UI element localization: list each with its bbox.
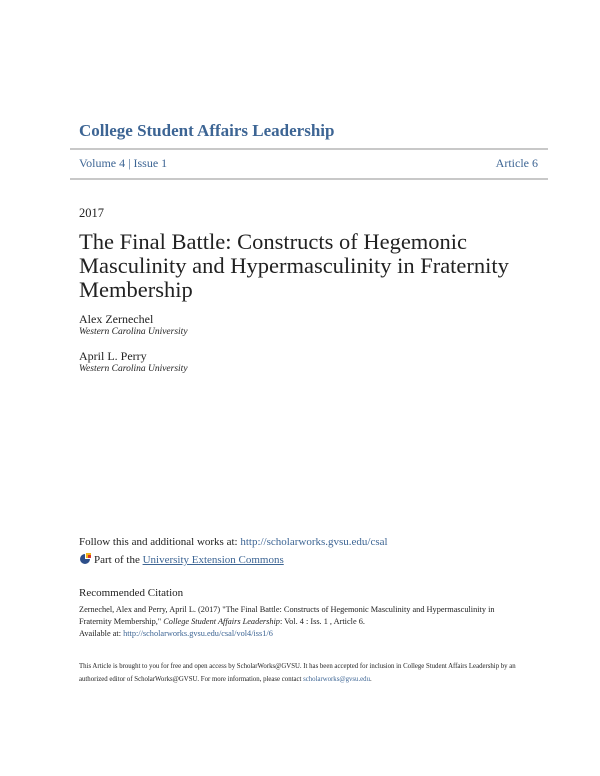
citation-journal: College Student Affairs Leadership xyxy=(163,617,280,626)
citation-volume: : Vol. 4 : Iss. 1 , Article 6. xyxy=(279,617,365,626)
year: 2017 xyxy=(79,206,104,220)
follow-text: Follow this and additional works at: xyxy=(79,536,241,548)
footer-text: This Article is brought to you for free and open access by ScholarWorks@GVSU. It has been accepted for inclusion in College Student Affairs Leadership by an authorized editor of ScholarWorks@GVSU. For more information, please contact xyxy=(79,663,516,683)
footer-end: . xyxy=(369,676,372,683)
author-affiliation: Western Carolina University xyxy=(79,364,188,374)
journal-title: College Student Affairs Leadership xyxy=(79,121,335,140)
part-of-text: Part of the xyxy=(94,554,143,566)
author-affiliation: Western Carolina University xyxy=(79,327,188,337)
author-name: Alex Zernechel xyxy=(79,312,154,326)
article-title: The Final Battle: Constructs of Hegemonic Masculinity and Hypermasculinity in Fraternity Membership xyxy=(79,229,509,302)
bepress-network-icon xyxy=(79,553,91,565)
divider xyxy=(70,178,548,180)
citation-link[interactable]: http://scholarworks.gvsu.edu/csal/vol4/iss1/6 xyxy=(123,629,273,638)
contact-email-link[interactable]: scholarworks@gvsu.edu xyxy=(303,676,370,683)
part-of-line xyxy=(79,553,284,566)
footer-notice xyxy=(79,660,519,686)
available-label: Available at: xyxy=(79,629,124,638)
author-name: April L. Perry xyxy=(79,349,147,363)
volume-issue-link[interactable]: Volume 4 | Issue 1 xyxy=(79,156,168,170)
discipline-link[interactable]: University Extension Commons xyxy=(142,554,284,566)
follow-line xyxy=(79,536,388,548)
citation-body: Zernechel, Alex and Perry, April L. (2017) "The Final Battle: Constructs of Hegemonic Masculinity and Hypermasculinity in Fraternity Membership," xyxy=(79,605,495,626)
citation-text xyxy=(79,604,519,640)
divider xyxy=(70,148,548,150)
citation-heading: Recommended Citation xyxy=(79,587,184,599)
article-number-link[interactable]: Article 6 xyxy=(495,156,538,170)
follow-link[interactable]: http://scholarworks.gvsu.edu/csal xyxy=(240,536,388,548)
